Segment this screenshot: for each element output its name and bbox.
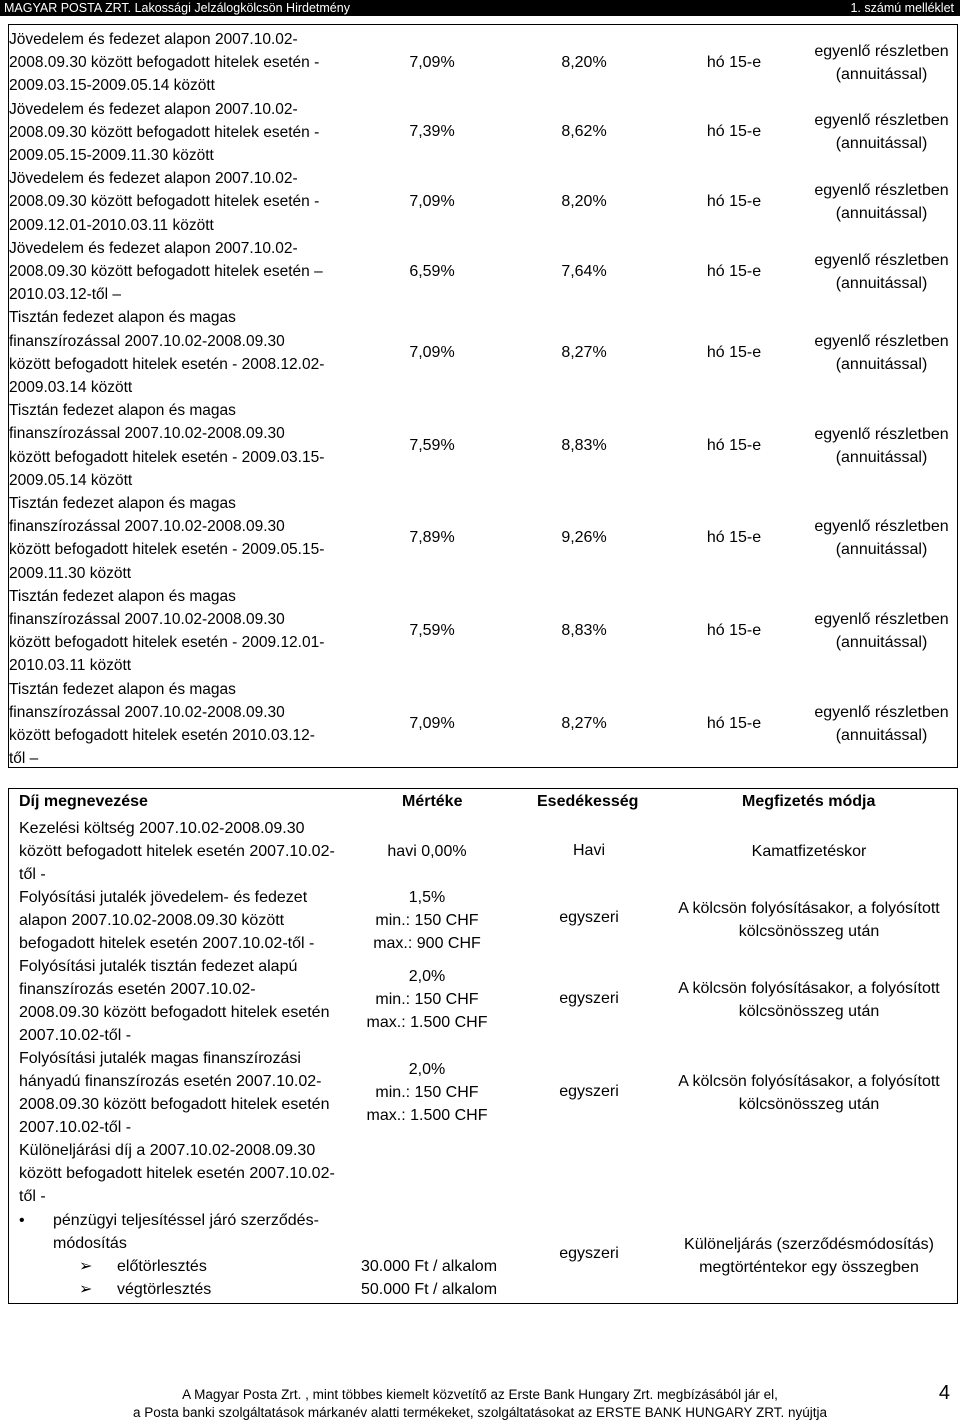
rate-row-payment: egyenlő részletben (annuitással)	[814, 703, 949, 744]
rate-row-value-2: 8,20%	[561, 192, 607, 210]
rate-row-desc: Tisztán fedezet alapon és magas finanszírozással 2007.10.02-2008.09.30 között befogadott hitelek esetén - 2008.12.02- 2009.03.14 között	[9, 309, 325, 396]
fee-row-desc: Különeljárási díj a 2007.10.02-2008.09.30 között befogadott hitelek esetén 2007.10.02- től -	[19, 1142, 335, 1205]
rate-row-payment: egyenlő részletben (annuitással)	[814, 332, 949, 373]
rate-row	[9, 585, 957, 678]
rate-row-due: hó 15-e	[706, 714, 762, 732]
fee-row-payment: Kamatfizetéskor	[751, 843, 867, 860]
footer-line-1: A Magyar Posta Zrt. , mint többes kiemelt közvetítő az Erste Bank Hungary Zrt. megbízásából jár el,	[182, 1387, 778, 1402]
rate-row-value-1: 7,59%	[409, 622, 455, 640]
rate-row-value-1: 7,39%	[409, 123, 455, 141]
rate-row	[9, 678, 957, 771]
rate-row	[9, 306, 957, 399]
rate-row-payment: egyenlő részletben (annuitással)	[814, 181, 949, 222]
arrow-icon: ➢	[79, 1258, 93, 1275]
rate-row-desc: Tisztán fedezet alapon és magas finanszírozással 2007.10.02-2008.09.30 között befogadott hitelek esetén - 2009.12.01- 2010.03.11 között	[9, 587, 325, 675]
fee-row-payment: A kölcsön folyósításakor, a folyósított kölcsönösszeg után	[678, 980, 940, 1020]
rate-row-payment: egyenlő részletben (annuitással)	[814, 42, 949, 83]
rate-row-desc: Jövedelem és fedezet alapon 2007.10.02- 2008.09.30 között befogadott hitelek esetén - 2009.03.15-2009.05.14 között	[9, 31, 320, 95]
fee-row-due: egyszeri	[559, 1245, 619, 1262]
rate-row	[9, 399, 957, 492]
rate-row-value-1: 7,09%	[409, 714, 455, 732]
rate-row	[9, 98, 957, 168]
fee-row-payment: Különeljárás (szerződésmódosítás) megtörténtekor egy összegben	[684, 1236, 934, 1276]
rate-row-payment: egyenlő részletben (annuitással)	[814, 425, 949, 466]
rate-row-payment: egyenlő részletben (annuitással)	[814, 251, 949, 292]
rate-row	[9, 28, 957, 98]
rate-row-desc: Tisztán fedezet alapon és magas finanszírozással 2007.10.02-2008.09.30 között befogadott hitelek esetén 2010.03.12- től –	[9, 680, 315, 768]
rate-row	[9, 167, 957, 237]
rate-row-due: hó 15-e	[706, 529, 762, 547]
fee-sub-item: végtörlesztés	[117, 1281, 212, 1298]
rate-row-value-1: 7,09%	[409, 343, 455, 361]
header-title: MAGYAR POSTA ZRT. Lakossági Jelzálogkölcsön Hirdetmény	[4, 1, 350, 15]
rate-row-value-2: 8,27%	[561, 714, 607, 732]
rate-row-value-2: 8,83%	[561, 622, 607, 640]
rate-row-value-1: 6,59%	[409, 262, 455, 280]
fee-row-due: egyszeri	[559, 990, 619, 1007]
rate-row-desc: Jövedelem és fedezet alapon 2007.10.02- 2008.09.30 között befogadott hitelek esetén - 2009.12.01-2010.03.11 között	[9, 170, 320, 234]
rate-row-value-2: 9,26%	[561, 529, 607, 547]
rate-row-payment: egyenlő részletben (annuitással)	[814, 112, 949, 153]
rate-row-due: hó 15-e	[706, 343, 762, 361]
rate-row-value-1: 7,09%	[409, 53, 455, 71]
header-annex: 1. számú melléklet	[850, 1, 954, 15]
rate-row-value-2: 8,83%	[561, 436, 607, 454]
rate-row-value-2: 8,27%	[561, 343, 607, 361]
fee-row-desc: Folyósítási jutalék magas finanszírozási hányadú finanszírozás esetén 2007.10.02- 2008.09.30 között befogadott hitelek esetén 2007.10.02-től -	[19, 1050, 330, 1136]
fee-row-amount: 2,0% min.: 150 CHF max.: 1.500 CHF	[366, 1061, 488, 1124]
arrow-icon: ➢	[79, 1281, 93, 1298]
fee-row-due: egyszeri	[559, 1083, 619, 1100]
rate-row-due: hó 15-e	[706, 192, 762, 210]
fee-row-amount: 30.000 Ft / alkalom 50.000 Ft / alkalom	[360, 1258, 498, 1298]
fee-sub-item: előtörlesztés	[117, 1258, 207, 1275]
rate-row-due: hó 15-e	[706, 123, 762, 141]
fee-row-due: Havi	[572, 842, 605, 859]
header-bar	[0, 0, 960, 16]
rate-row	[9, 492, 957, 585]
page-number: 4	[938, 1382, 950, 1404]
rate-row-value-2: 7,64%	[561, 262, 607, 280]
fees-header-amount: Mértéke	[402, 793, 463, 810]
fee-row-amount: havi 0,00%	[387, 843, 467, 860]
rate-row-value-2: 8,62%	[561, 123, 607, 141]
rate-row	[9, 237, 957, 307]
rate-row-desc: Jövedelem és fedezet alapon 2007.10.02- 2008.09.30 között befogadott hitelek esetén – 2010.03.12-től –	[9, 239, 323, 304]
bullet-icon: •	[19, 1212, 25, 1229]
fee-row-desc: Kezelési költség 2007.10.02-2008.09.30 között befogadott hitelek esetén 2007.10.02- től -	[19, 820, 335, 883]
rate-row-due: hó 15-e	[706, 436, 762, 454]
fee-bullet-text: pénzügyi teljesítéssel járó szerződés- módosítás	[53, 1212, 319, 1252]
rate-row-payment: egyenlő részletben (annuitással)	[814, 518, 949, 559]
fee-row-desc: Folyósítási jutalék jövedelem- és fedezet alapon 2007.10.02-2008.09.30 között befogadott hitelek esetén 2007.10.02-től -	[19, 889, 315, 952]
rate-row-desc: Jövedelem és fedezet alapon 2007.10.02- 2008.09.30 között befogadott hitelek esetén - 2009.05.15-2009.11.30 között	[9, 100, 320, 164]
fees-header-name: Díj megnevezése	[19, 793, 148, 810]
rate-row-desc: Tisztán fedezet alapon és magas finanszírozással 2007.10.02-2008.09.30 között befogadott hitelek esetén - 2009.03.15- 2009.05.14 között	[9, 402, 325, 489]
fees-header-due: Esedékesség	[537, 793, 639, 810]
rate-row-due: hó 15-e	[706, 262, 762, 280]
footer-line-2: a Posta banki szolgáltatások márkanév alatti termékeket, szolgáltatásokat az ERSTE BANK HUNGARY ZRT. nyújtja	[132, 1405, 828, 1420]
fee-row-due: egyszeri	[559, 909, 619, 926]
rate-row-value-1: 7,89%	[409, 529, 455, 547]
rate-row-value-1: 7,09%	[409, 192, 455, 210]
rate-row-due: hó 15-e	[706, 622, 762, 640]
fee-row-desc: Folyósítási jutalék tisztán fedezet alapú finanszírozás esetén 2007.10.02- 2008.09.30 között befogadott hitelek esetén 2007.10.02-től -	[19, 958, 330, 1044]
fee-row-amount: 2,0% min.: 150 CHF max.: 1.500 CHF	[366, 968, 488, 1031]
fee-row-payment: A kölcsön folyósításakor, a folyósított kölcsönösszeg után	[678, 900, 940, 940]
rate-row-due: hó 15-e	[706, 53, 762, 71]
rate-row-desc: Tisztán fedezet alapon és magas finanszírozással 2007.10.02-2008.09.30 között befogadott hitelek esetén - 2009.05.15- 2009.11.30 között	[9, 495, 325, 582]
rate-row-payment: egyenlő részletben (annuitással)	[814, 611, 949, 652]
rates-table	[8, 24, 958, 768]
rate-row-value-1: 7,59%	[409, 436, 455, 454]
rate-row-value-2: 8,20%	[561, 53, 607, 71]
fees-table	[8, 788, 958, 1304]
fee-row-amount: 1,5% min.: 150 CHF max.: 900 CHF	[373, 889, 481, 952]
fees-header-payment: Megfizetés módja	[742, 793, 876, 810]
fee-row-payment: A kölcsön folyósításakor, a folyósított kölcsönösszeg után	[678, 1073, 940, 1113]
